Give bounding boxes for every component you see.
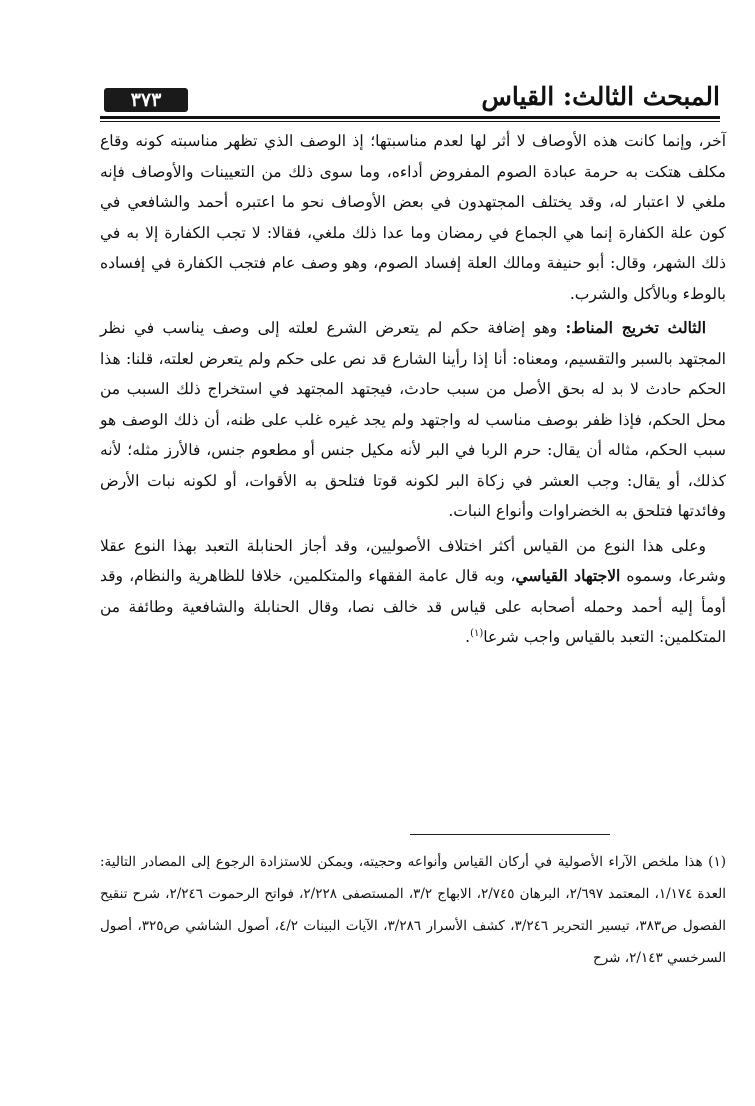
page-header bbox=[100, 82, 720, 118]
header-rule bbox=[100, 116, 720, 122]
running-title: المبحث الثالث: القياس bbox=[481, 82, 720, 111]
footnote-ref[interactable]: (١) bbox=[470, 627, 484, 639]
footnote-1: (١) هذا ملخص الآراء الأصولية في أركان القياس وأنواعه وحجيته، ويمكن للاستزادة الرجوع إلى المصادر التالية: العدة ١/١٧٤، المعتمد ٢/٦٩٧، البرهان ٢/٧٤٥، الابهاج ٣/٢، المستصفى ٢/٢٢٨، فواتح الرحموت ٢/٢٤٦، شرح تنقيح الفصول ص٣٨٣، تيسير التحرير ٣/٢٤٦، كشف الأسرار ٣/٢٨٦، الآيات البينات ٤/٢، أصول الشاشي ص٣٢٥، أصول السرخسي ٢/١٤٣، شرح bbox=[100, 854, 727, 966]
paragraph-1-text: آخر، وإنما كانت هذه الأوصاف لا أثر لها لعدم مناسبتها؛ إذ الوصف الذي تظهر مناسبته كونه وقاع مكلف هتكت به حرمة عبادة الصوم المفروض أداءه، وما سوى ذلك من التعيينات والأوصاف فإنه ملغي لا اعتبار له، وقد يختلف المجتهدون في بعض الأوصاف نحو ما اعتبره أحمد والشافعي في كون علة الكفارة إنما هي الجماع في رمضان وما عدا ذلك ملغي، فقالا: لا تجب الكفارة إلا به في ذلك الشهر، وقال: أبو حنيفة ومالك العلة إفساد الصوم، وهو وصف عام فتجب الكفارة في إفساده بالوطء وبالأكل والشرب. bbox=[100, 132, 726, 303]
bold-term: الاجتهاد القياسي bbox=[515, 566, 621, 585]
main-text bbox=[100, 126, 726, 653]
paragraph-2 bbox=[100, 313, 726, 527]
footnote-separator bbox=[410, 834, 610, 835]
section-lead-heading: الثالث تخريج المناط: bbox=[565, 318, 706, 337]
page-number-badge: ٣٧٣ bbox=[104, 88, 188, 112]
paragraph-3-text-after: ، وبه قال عامة الفقهاء والمتكلمين، خلافا للظاهرية والنظام، وقد أومأ إليه أحمد وحمله أصحابه على قياس قد خالف نصا، وقال الحنابلة والشافعية وطائفة من المتكلمين: التعبد بالقياس واجب شرعا bbox=[100, 567, 726, 646]
paragraph-1 bbox=[100, 126, 726, 309]
paragraph-3 bbox=[100, 531, 726, 653]
footnotes bbox=[100, 846, 726, 974]
paragraph-2-text: وهو إضافة حكم لم يتعرض الشرع لعلته إلى وصف يناسب في نظر المجتهد بالسبر والتقسيم، ومعناه: أنا إذا رأينا الشارع قد نص على حكم ولم يتعرض لعلته، قلنا: هذا الحكم حادث لا بد له بحق الأصل من سبب حادث، فيجتهد المجتهد في استخراج ذلك السبب من محل الحكم، فإذا ظفر بوصف مناسب له واجتهد ولم يجد غيره غلب على ظنه، أن ذلك الوصف هو سبب الحكم، مثاله أن يقال: حرم الربا في البر لأنه مكيل جنس أو مطعوم جنس، فالأرز مثله؛ لأنه كذلك، أو يقال: وجب العشر في زكاة البر لكونه قوتا فتلحق به الأقوات، أو لكونه نبات الأرض وفائدتها فتلحق به الخضراوات وأنواع النبات. bbox=[100, 319, 726, 520]
paragraph-3-end: . bbox=[465, 628, 471, 646]
paragraph-3-text-before: وعلى هذا النوع من القياس أكثر اختلاف الأصوليين، وقد أجاز الحنابلة التعبد بهذا النوع عقلا وشرعا، وسموه bbox=[100, 536, 727, 585]
